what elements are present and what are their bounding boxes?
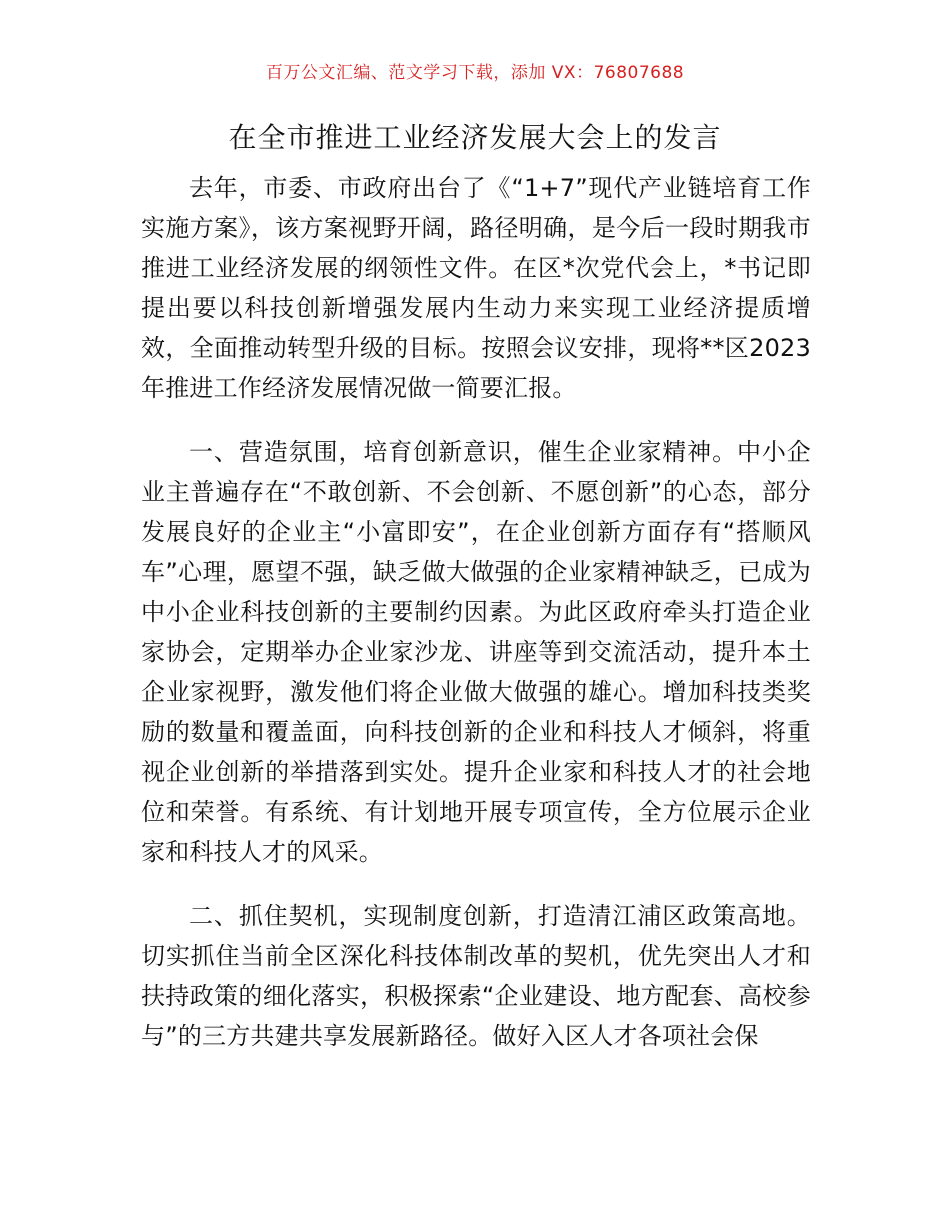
paragraph-intro: 去年，市委、市政府出台了《“1+7”现代产业链培育工作实施方案》，该方案视野开阔，路径明确，是今后一段时期我市推进工业经济发展的纲领性文件。在区*次党代会上，*书记即提出要以科技创新增强发展内生动力来实现工业经济提质增效，全面推动转型升级的目标。按照会议安排，现将**区2023年推进工作经济发展情况做一简要汇报。 <box>141 174 811 402</box>
document-title: 在全市推进工业经济发展大会上的发言 <box>228 121 722 154</box>
document-body <box>141 168 811 1056</box>
paragraph-section-two: 二、抓住契机，实现制度创新，打造清江浦区政策高地。切实抓住当前全区深化科技体制改革的契机，优先突出人才和扶持政策的细化落实，积极探索“企业建设、地方配套、高校参与”的三方共建共享发展新路径。做好入区人才各项社会保 <box>141 902 811 1050</box>
paragraph-section-one: 一、营造氛围，培育创新意识，催生企业家精神。中小企业主普遍存在“不敢创新、不会创新、不愿创新”的心态，部分发展良好的企业主“小富即安”，在企业创新方面存有“搭顺风车”心理，愿望不强，缺乏做大做强的企业家精神缺乏，已成为中小企业科技创新的主要制约因素。为此区政府牵头打造企业家协会，定期举办企业家沙龙、讲座等到交流活动，提升本土企业家视野，激发他们将企业做大做强的雄心。增加科技类奖励的数量和覆盖面，向科技创新的企业和科技人才倾斜，将重视企业创新的举措落到实处。提升企业家和科技人才的社会地位和荣誉。有系统、有计划地开展专项宣传，全方位展示企业家和科技人才的风采。 <box>141 438 811 866</box>
header-note: 百万公文汇编、范文学习下载，添加 VX：76807688 <box>265 63 685 83</box>
